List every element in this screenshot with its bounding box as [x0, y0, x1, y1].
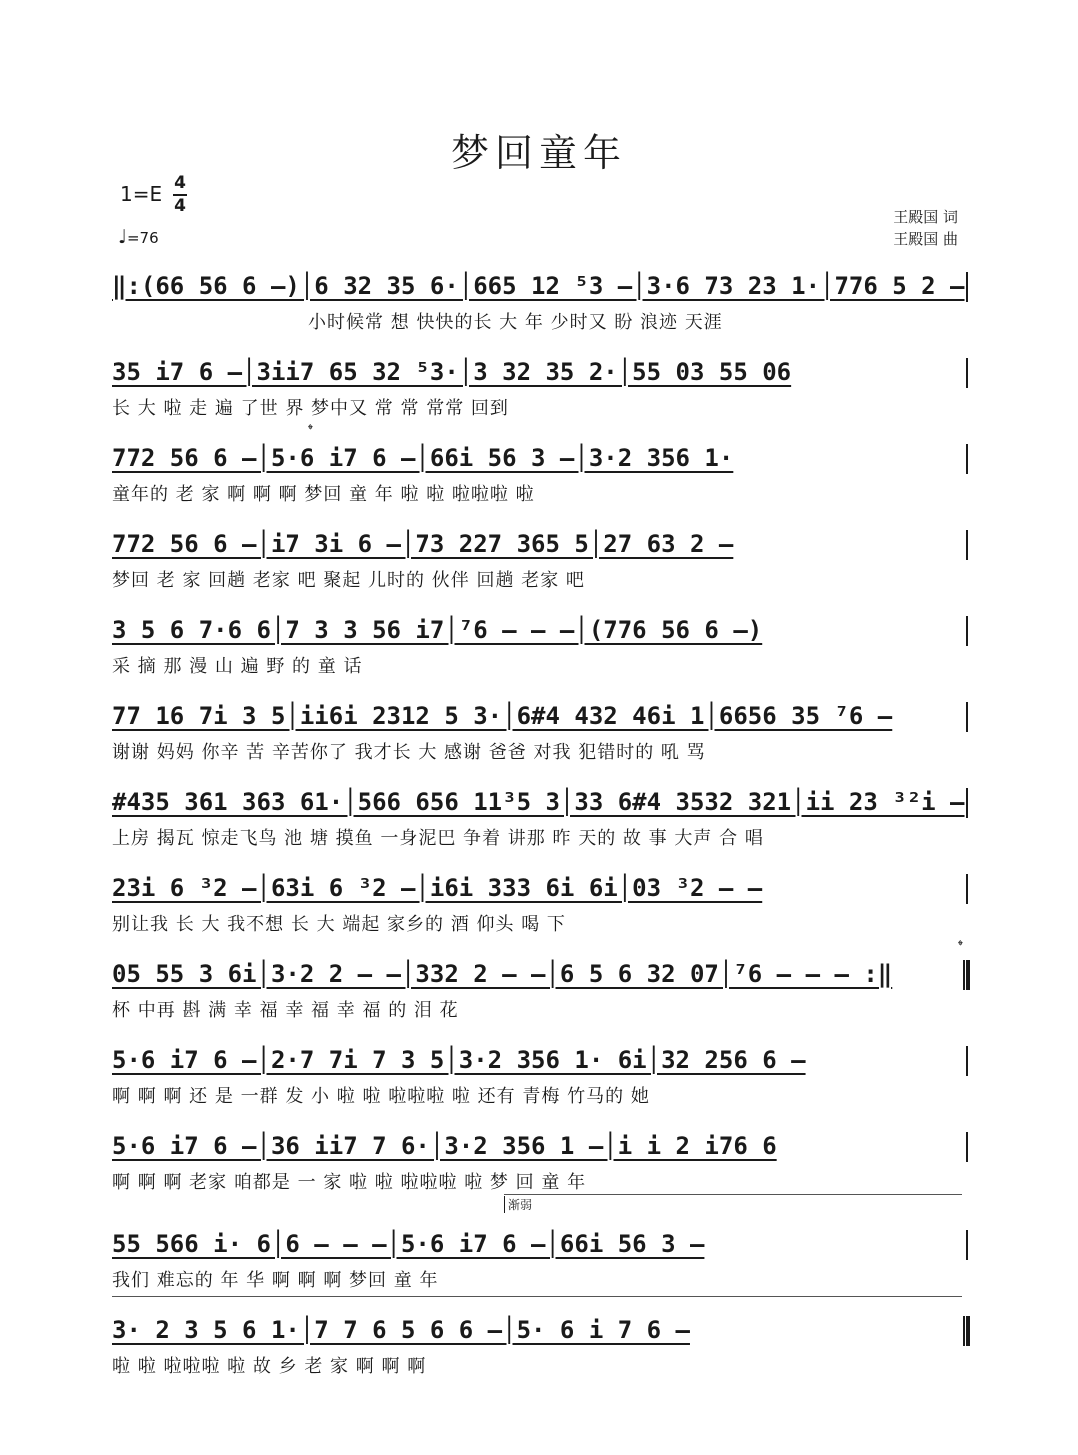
notation-line: 35 i7 6 –│3ii7 65 32 ⁵3·│3 32 35 2·│55 03 55 06	[112, 358, 792, 386]
staff-system	[112, 1198, 968, 1302]
notation-line: 23i 6 ³2 –│63i 6 ³2 –│i6i 333 6i 6i│03 ³2 – –	[112, 874, 763, 902]
notation-line: 772 56 6 –│i7 3i 6 –│73 227 365 5│27 63 2 –	[112, 530, 734, 558]
song-title: 梦回童年	[450, 131, 627, 175]
lyrics-line: 上房 揭瓦 惊走飞鸟 池 塘 摸鱼 一身泥巴 争着 讲那 昨 天的 故 事 大声 合 唱	[112, 828, 764, 849]
notation-line: 3 5 6 7·6 6│7 3 3 56 i7│⁷6 – – –│(776 56 6 –)	[112, 616, 763, 644]
notation-line: 3· 2 3 5 6 1·│7 7 6 5 6 6 –│5· 6 i 7 6 –	[112, 1316, 690, 1344]
staff-system	[112, 350, 968, 430]
coda-icon: 𝄌	[958, 938, 963, 954]
lyrics-line: 别让我 长 大 我不想 长 大 端起 家乡的 酒 仰头 喝 下	[112, 914, 566, 935]
credits	[893, 206, 958, 250]
notation-line: #435 361 363 61·│566 656 11³5 3│33 6#4 3532 321│ii 23 ³²i –	[112, 788, 965, 816]
staff-system	[112, 264, 968, 344]
quarter-note-icon: ♩	[118, 226, 127, 248]
lyrics-line: 啊 啊 啊 老家 咱都是 一 家 啦 啦 啦啦啦 啦 梦 回 童 年	[112, 1172, 587, 1193]
time-signature-top: 4	[174, 173, 186, 193]
lyrics-line: 啊 啊 啊 还 是 一群 发 小 啦 啦 啦啦啦 啦 还有 青梅 竹马的 她	[112, 1086, 650, 1107]
time-signature-bottom: 4	[174, 196, 186, 216]
lyrics-line: 我们 难忘的 年 华 啊 啊 啊 梦回 童 年	[112, 1270, 439, 1291]
staff-system	[112, 694, 968, 774]
final-barline	[963, 1316, 970, 1346]
composer-credit: 王殿国 曲	[893, 230, 958, 248]
tempo-marking	[118, 226, 159, 248]
lyrics-line: 梦回 老 家 回趟 老家 吧 聚起 儿时的 伙伴 回趟 老家 吧	[112, 570, 585, 591]
notation-line: 77 16 7i 3 5│ii6i 2312 5 3·│6#4 432 46i 1│6656 35 ⁷6 –	[112, 702, 893, 730]
staff-system	[112, 522, 968, 602]
staff-system	[112, 938, 968, 1032]
staff-system	[112, 1124, 968, 1204]
lyrics-line: 啦 啦 啦啦啦 啦 故 乡 老 家 啊 啊 啊	[112, 1356, 427, 1377]
staff-system	[112, 1038, 968, 1118]
lyrics-line: 采 摘 那 漫 山 遍 野 的 童 话	[112, 656, 363, 677]
notation-line: 55 566 i· 6│6 – – –│5·6 i7 6 –│66i 56 3 –	[112, 1230, 705, 1258]
tempo-value: =76	[126, 229, 159, 247]
staff-system	[112, 608, 968, 688]
staff-system	[112, 1308, 968, 1388]
staff-system	[112, 780, 968, 860]
notation-line: 05 55 3 6i│3·2 2 – –│332 2 – –│6 5 6 32 07│⁷6 – – – :‖	[112, 960, 893, 988]
lyrics-line: 小时候常 想 快快的长 大 年 少时又 盼 浪迹 天涯	[308, 312, 723, 333]
lyrics-line: 谢谢 妈妈 你辛 苦 辛苦你了 我才长 大 感谢 爸爸 对我 犯错时的 吼 骂	[112, 742, 706, 763]
notation-line: 5·6 i7 6 –│2·7 7i 7 3 5│3·2 356 1· 6i│32 256 6 –	[112, 1046, 806, 1074]
lyrics-line: 长 大 啦 走 遍 了世 界 梦中又 常 常 常常 回到	[112, 398, 509, 419]
staff-system	[112, 866, 968, 946]
repeat-end-barline	[963, 960, 970, 990]
lyrics-line: 童年的 老 家 啊 啊 啊 梦回 童 年 啦 啦 啦啦啦 啦	[112, 484, 535, 505]
key-signature: 1=E	[120, 182, 163, 206]
notation-line: 5·6 i7 6 –│36 ii7 7 6·│3·2 356 1 –│i i 2 i76 6	[112, 1132, 777, 1160]
staff-system	[112, 422, 968, 516]
coda-icon: 𝄌	[308, 422, 313, 438]
lyricist-credit: 王殿国 词	[893, 208, 958, 226]
notation-line: ‖:(66 56 6 –)│6 32 35 6·│665 12 ⁵3 –│3·6 73 23 1·│776 5 2 –	[112, 272, 965, 300]
diminuendo-marking: 渐弱	[504, 1196, 532, 1213]
notation-line: 772 56 6 –│5·6 i7 6 –│66i 56 3 –│3·2 356 1·	[112, 444, 734, 472]
time-signature	[172, 173, 188, 217]
lyrics-line: 杯 中再 斟 满 幸 福 幸 福 幸 福 的 泪 花	[112, 1000, 459, 1021]
